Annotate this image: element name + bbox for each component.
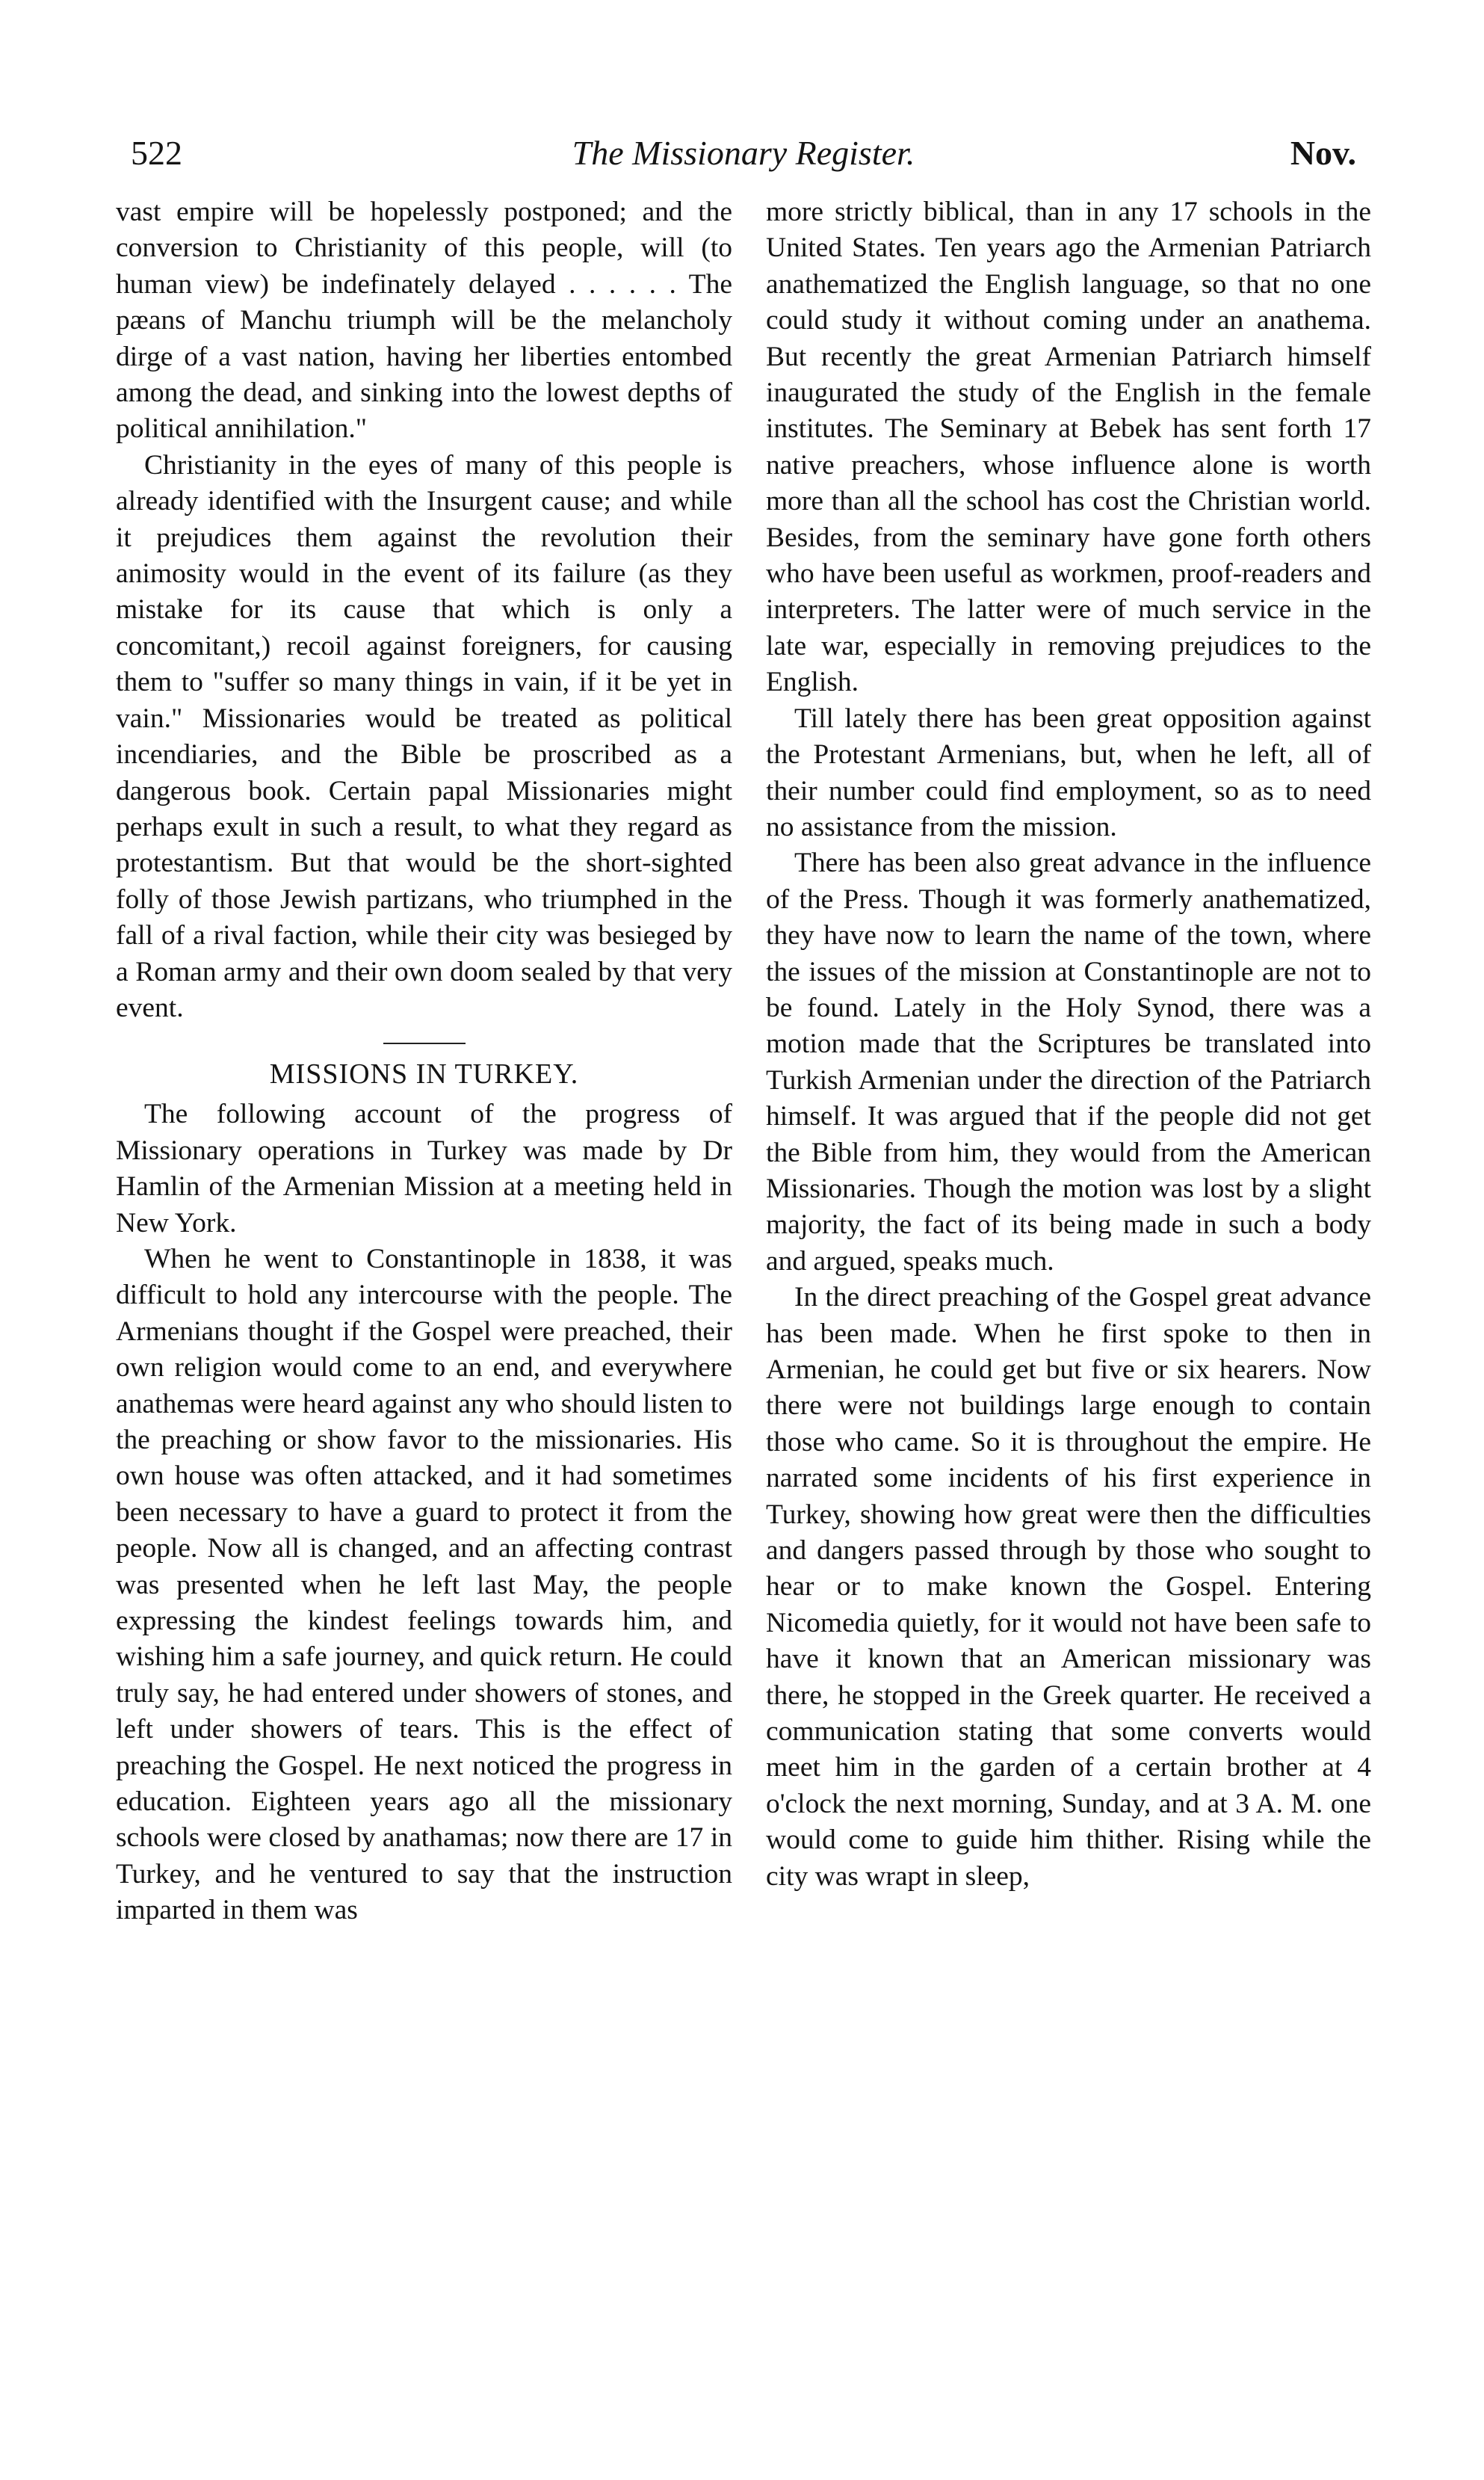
page-number: 522 xyxy=(131,134,182,172)
running-header xyxy=(131,127,1356,179)
running-title: The Missionary Register. xyxy=(572,134,915,172)
section-divider xyxy=(383,1043,466,1044)
right-column xyxy=(766,194,1371,1895)
paragraph: Till lately there has been great opposition against the Protestant Armenians, but, when he left, all of their number could find employment, so as to need no assistance from the mission. xyxy=(766,703,1371,842)
paragraph: Christianity in the eyes of many of this people is already identified with the Insurgent cause; and while it prejudices them against the revolution their animosity would in the event of its failure (as they mistake for its cause that which is only a concomitant,) recoil against foreigners, for causing them to "suffer so many things in vain, if it be yet in vain." Missionaries would be treated as political incendiaries, and the Bible be proscribed as a dangerous book. Certain papal Missionaries might perhaps exult in such a result, to what they regard as protestantism. But that would be the short-sighted folly of those Jewish partizans, who triumphed in the fall of a rival faction, while their city was besieged by a Roman army and their own doom sealed by that very event. xyxy=(116,449,732,1023)
paragraph: The following account of the progress of Missionary operations in Turkey was made by Dr Hamlin of the Armenian Mission at a meeting held in New York. xyxy=(116,1099,732,1239)
paragraph: vast empire will be hopelessly postponed; and the conversion to Christianity of this people, will (to human view) be indefinately delayed . . . . . . The pæans of Manchu triumph will be the melancholy dirge of a vast nation, having her liberties entombed among the dead, and sinking into the lowest depths of political annihilation." xyxy=(116,197,732,445)
section-title: MISSIONS IN TURKEY. xyxy=(269,1058,579,1091)
paragraph: There has been also great advance in the influence of the Press. Though it was formerly anathematized, they have now to learn the name of the town, where the issues of the mission at Constantinople are not to be found. Lately in the Holy Synod, there was a motion made that the Scriptures be translated into Turkish Armenian under the direction of the Patriarch himself. It was argued that if the people did not get the Bible from him, they would from the American Missionaries. Though the motion was lost by a slight majority, the fact of its being made in such a body and argued, speaks much. xyxy=(766,848,1371,1277)
left-column xyxy=(116,194,732,1929)
running-month: Nov. xyxy=(1290,134,1356,172)
paragraph: In the direct preaching of the Gospel great advance has been made. When he first spoke to then in Armenian, he could get but five or six hearers. Now there were not buildings large enough to contain those who came. So it is throughout the empire. He narrated some incidents of his first experience in Turkey, showing how great were then the difficulties and dangers passed through by those who sought to hear or to make known the Gospel. Entering Nicomedia quietly, for it would not have been safe to have it known that an American missionary was there, he stopped in the Greek quarter. He received a communication stating that some converts would meet him in the garden of a certain brother at 4 o'clock the next morning, Sunday, and at 3 A. M. one would come to guide him thither. Rising while the city was wrapt in sleep, xyxy=(766,1282,1371,1892)
paragraph: more strictly biblical, than in any 17 schools in the United States. Ten years ago the Armenian Patriarch anathematized the English language, so that no one could study it without coming under an anathema. But recently the great Armenian Patriarch himself inaugurated the study of the English in the female institutes. The Seminary at Bebek has sent forth 17 native preachers, whose influence alone is worth more than all the school has cost the Christian world. Besides, from the seminary have gone forth others who have been useful as workmen, proof-readers and interpreters. The latter were of much service in the late war, especially in removing prejudices to the English. xyxy=(766,197,1371,698)
paragraph: When he went to Constantinople in 1838, it was difficult to hold any intercourse with the people. The Armenians thought if the Gospel were preached, their own religion would come to an end, and everywhere anathemas were heard against any who should listen to the preaching or show favor to the missionaries. His own house was often attacked, and it had sometimes been necessary to have a guard to protect it from the people. Now all is changed, and an affecting contrast was presented when he left last May, the people expressing the kindest feelings towards him, and wishing him a safe journey, and quick return. He could truly say, he had entered under showers of stones, and left under showers of tears. This is the effect of preaching the Gospel. He next noticed the progress in education. Eighteen years ago all the missionary schools were closed by anathamas; now there are 17 in Turkey, and he ventured to say that the instruction imparted in them was xyxy=(116,1243,732,1926)
